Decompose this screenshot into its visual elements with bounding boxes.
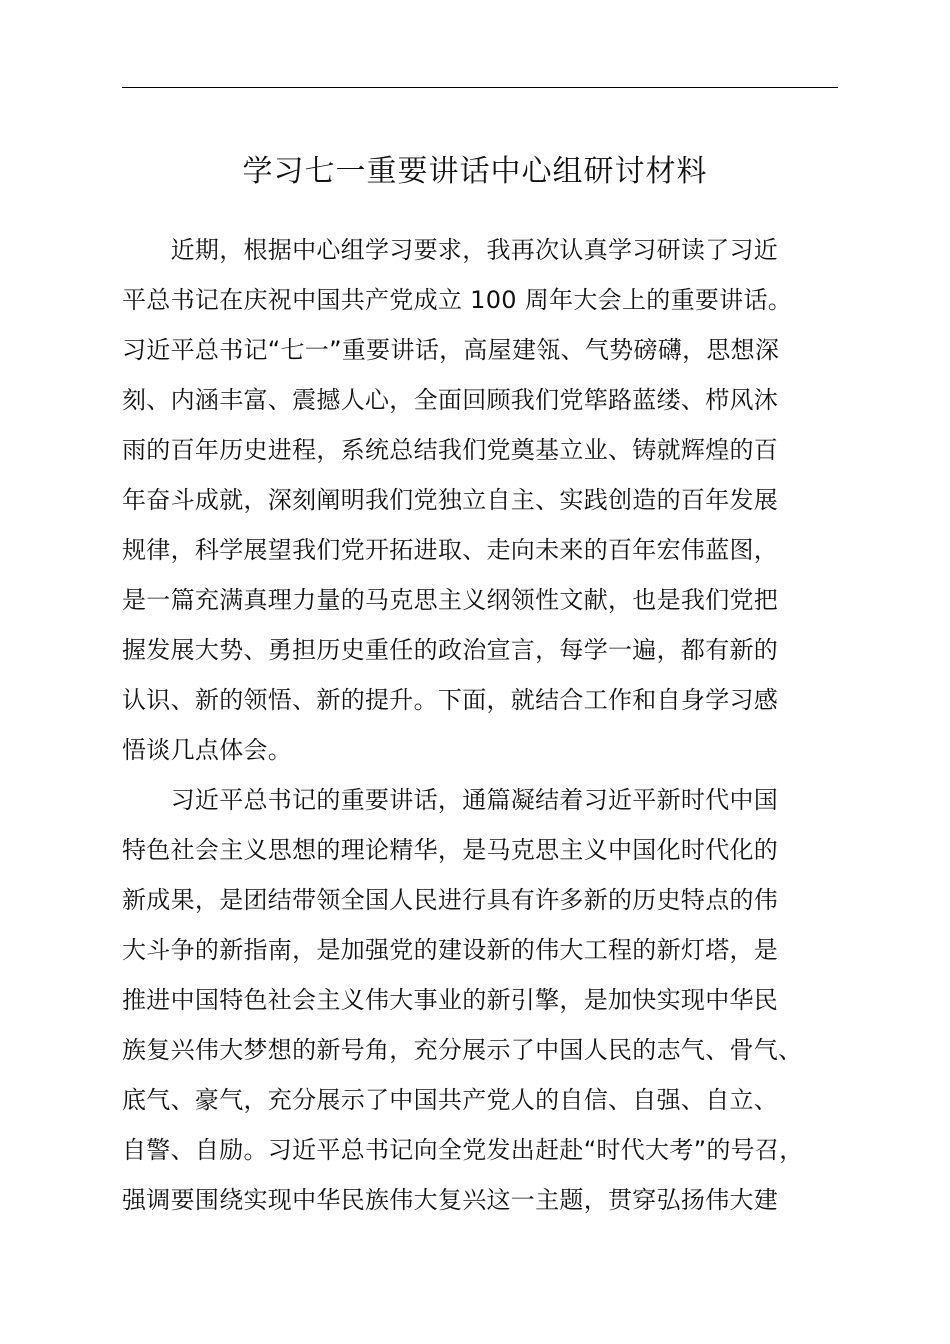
text-line: 推进中国特色社会主义伟大事业的新引擎，是加快实现中华民 — [122, 986, 779, 1014]
text-line: 大斗争的新指南，是加强党的建设新的伟大工程的新灯塔，是 — [122, 936, 779, 964]
text-line: 自警、自励。习近平总书记向全党发出赶赴“时代大考”的号召， — [122, 1136, 804, 1164]
text-line: 是一篇充满真理力量的马克思主义纲领性文献，也是我们党把 — [122, 586, 779, 614]
paragraph — [122, 775, 852, 1225]
text-line: 规律，科学展望我们党开拓进取、走向未来的百年宏伟蓝图， — [122, 536, 779, 564]
document-body — [122, 225, 852, 1225]
text-line: 特色社会主义思想的理论精华，是马克思主义中国化时代化的 — [122, 836, 779, 864]
text-line: 握发展大势、勇担历史重任的政治宣言，每学一遍，都有新的 — [122, 636, 779, 664]
text-line: 底气、豪气，充分展示了中国共产党人的自信、自强、自立、 — [122, 1086, 779, 1114]
text-line: 新成果，是团结带领全国人民进行具有许多新的历史特点的伟 — [122, 886, 779, 914]
text-line: 强调要围绕实现中华民族伟大复兴这一主题，贯穿弘扬伟大建 — [122, 1186, 779, 1214]
text-line: 平总书记在庆祝中国共产党成立 100 周年大会上的重要讲话。 — [122, 286, 793, 314]
paragraph — [122, 225, 852, 775]
text-line: 年奋斗成就，深刻阐明我们党独立自主、实践创造的百年发展 — [122, 486, 779, 514]
text-line: 悟谈几点体会。 — [122, 736, 293, 764]
header-rule — [122, 87, 838, 88]
text-line: 刻、内涵丰富、震撼人心，全面回顾我们党筚路蓝缕、栉风沐 — [122, 386, 779, 414]
text-line: 认识、新的领悟、新的提升。下面，就结合工作和自身学习感 — [122, 686, 779, 714]
text-line: 近期，根据中心组学习要求，我再次认真学习研读了习近 — [122, 236, 779, 264]
text-line: 族复兴伟大梦想的新号角，充分展示了中国人民的志气、骨气、 — [122, 1036, 803, 1064]
text-line: 习近平总书记“七一”重要讲话，高屋建瓴、气势磅礴，思想深 — [122, 336, 780, 364]
text-line: 雨的百年历史进程，系统总结我们党奠基立业、铸就辉煌的百 — [122, 436, 779, 464]
text-line: 习近平总书记的重要讲话，通篇凝结着习近平新时代中国 — [122, 786, 779, 814]
document-title: 学习七一重要讲话中心组研讨材料 — [242, 154, 708, 189]
